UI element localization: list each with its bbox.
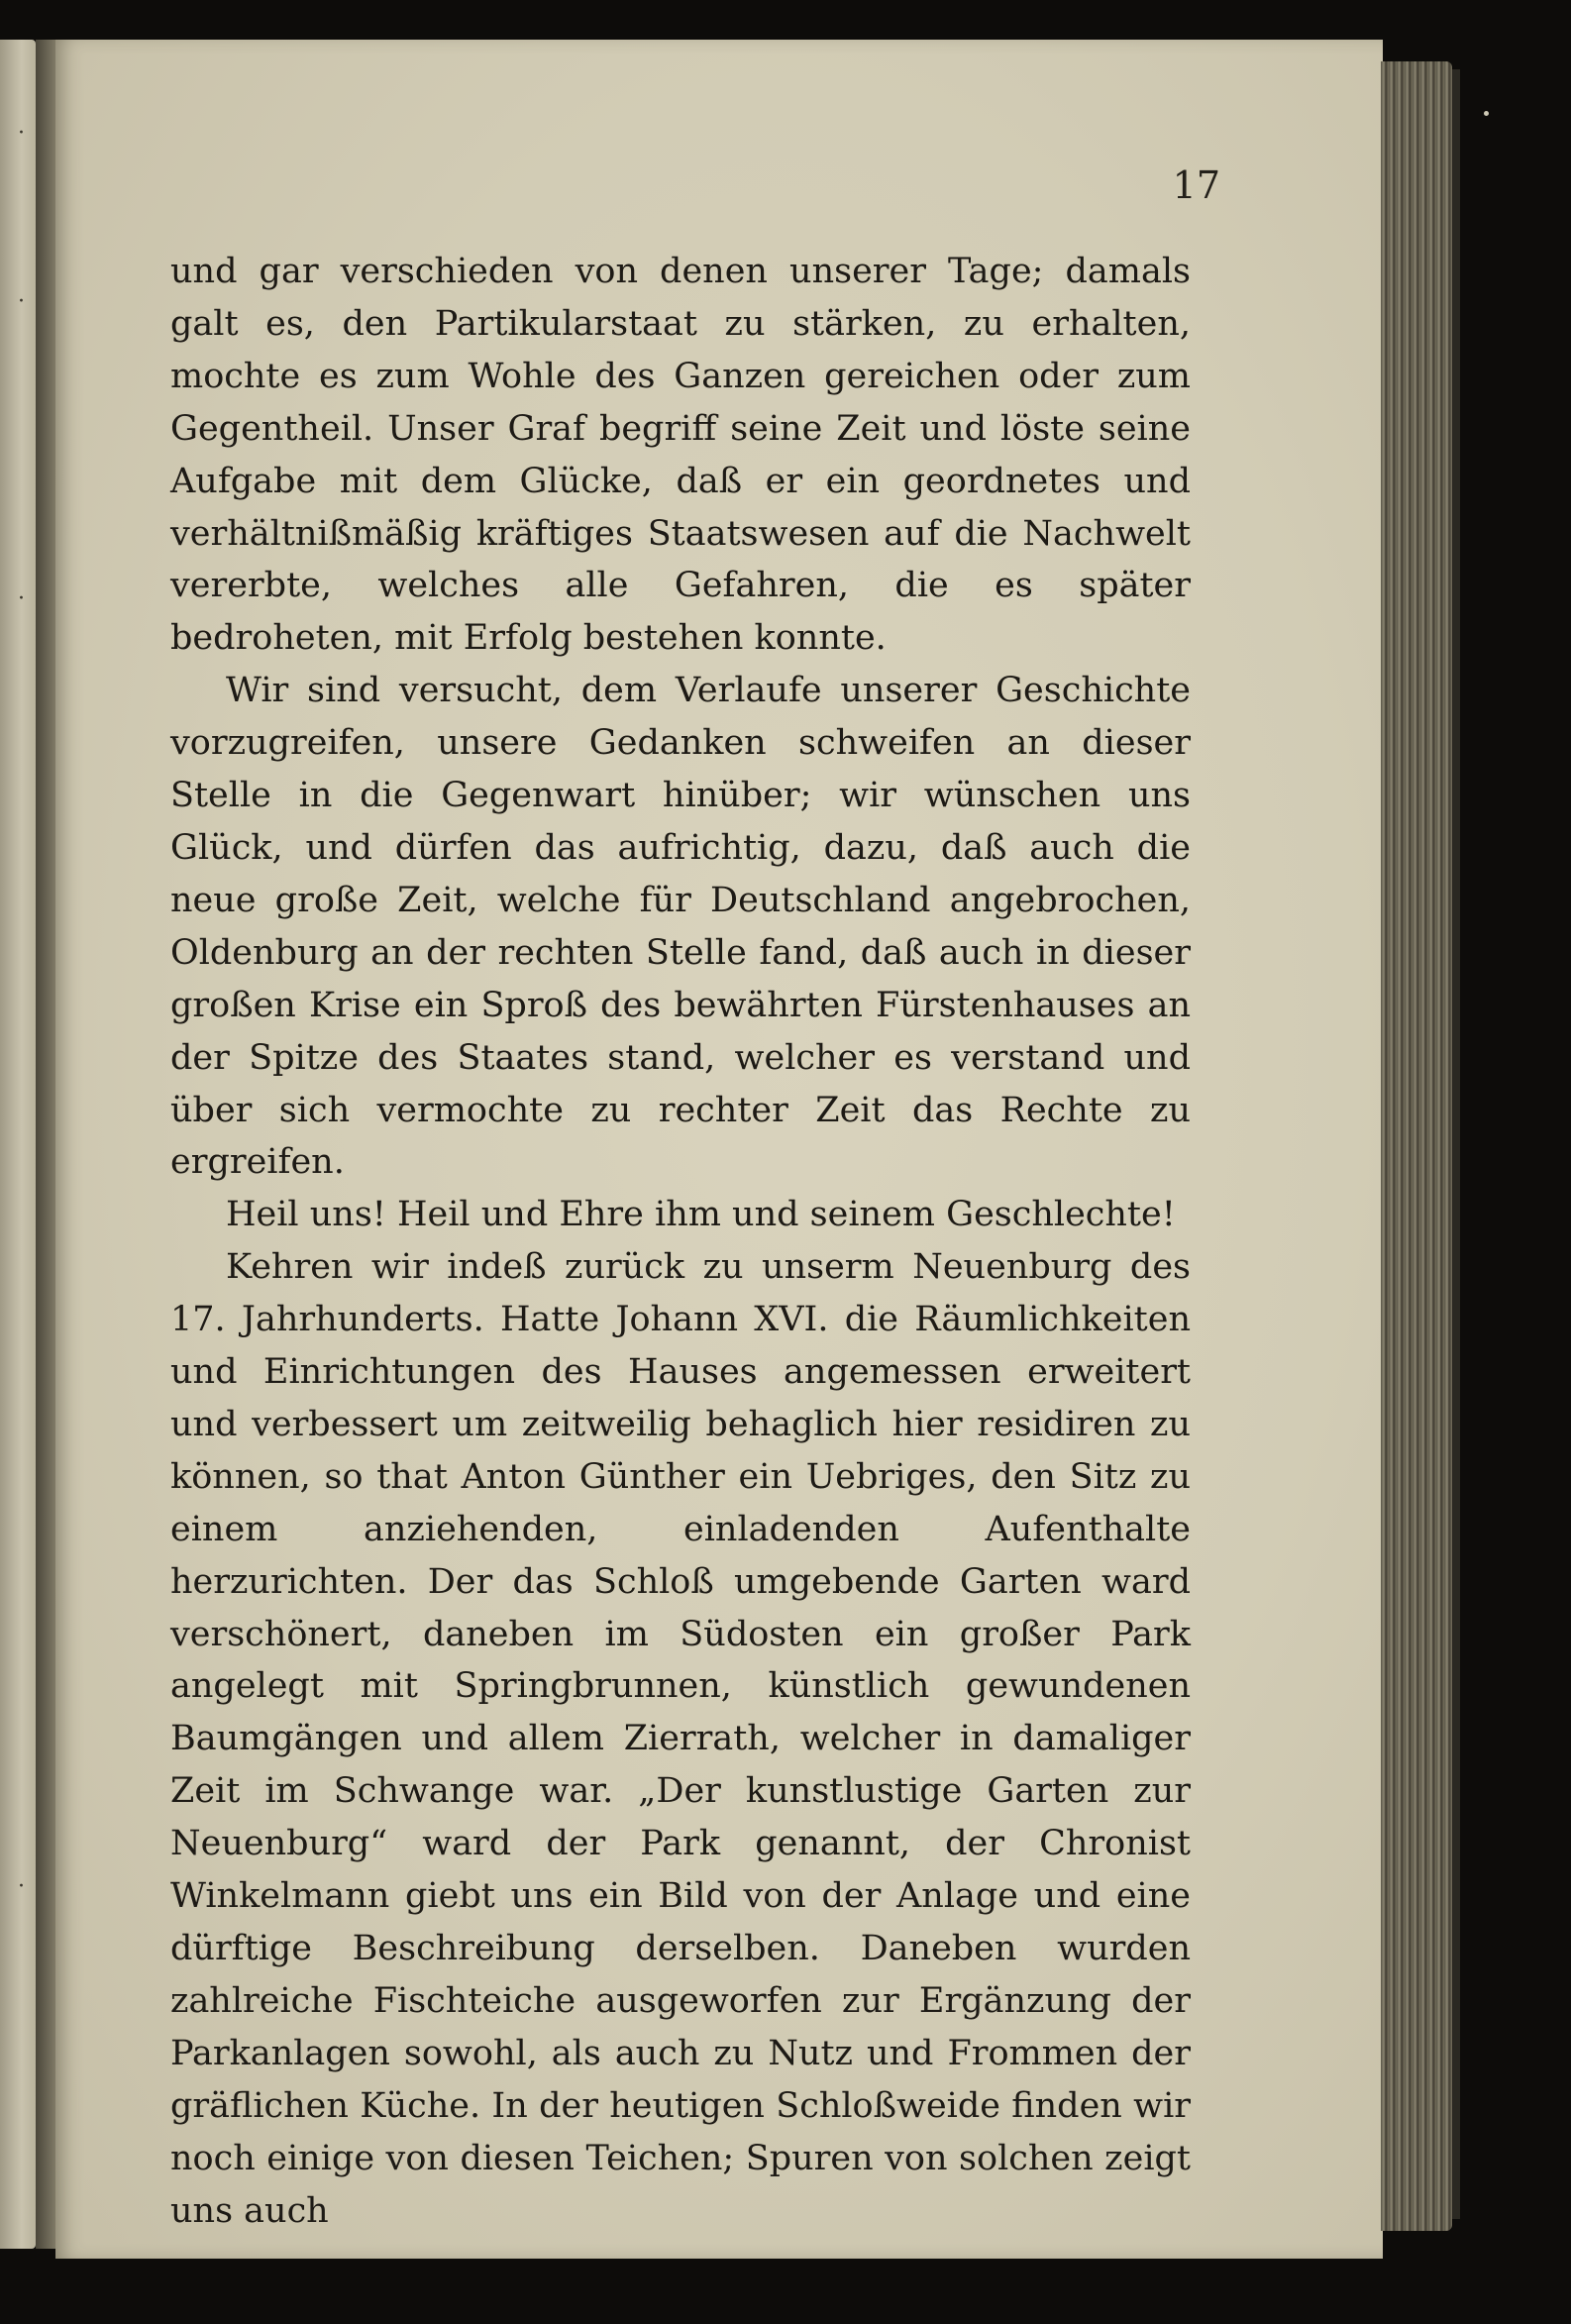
page-number: 17 [1172,163,1220,207]
paragraph-4: Kehren wir indeß zurück zu unserm Neuenburg des 17. Jahrhunderts. Hatte Johann XVI. die Räumlichkeiten und Einrichtungen des Hauses angemessen erweitert und verbessert um zeitweilig behaglich hier residiren zu können, so that Anton Günther ein Uebriges, den Sitz zu einem anziehenden, einladenden Aufenthalte herzurichten. Der das Schloß umgebende Garten ward verschönert, daneben im Südosten ein großer Park angelegt mit Springbrunnen, künstlich gewundenen Baumgängen und allem Zierrath, welcher in damaliger Zeit im Schwange war. „Der kunstlustige Garten zur Neuenburg“ ward der Park genannt, der Chronist Winkelmann giebt uns ein Bild von der Anlage und eine dürftige Beschreibung derselben. Daneben wurden zahlreiche Fischteiche ausgeworfen zur Ergänzung der Parkanlagen sowohl, als auch zu Nutz und Frommen der gräflichen Küche. In der heutigen Schloßweide finden wir noch einige von diesen Teichen; Spuren von solchen zeigt uns auch [170,1247,1191,2231]
body-text [170,246,1191,2237]
left-page-marks [18,40,28,2249]
dust-speck [1484,111,1489,116]
left-page-edge [0,40,36,2249]
left-mark: · [18,289,25,314]
left-mark: · [18,121,25,146]
left-mark: · [18,586,25,611]
page-edge-shadow [1452,69,1460,2219]
left-mark: · [18,1874,25,1899]
paragraph-3: Heil uns! Heil und Ehre ihm und seinem Geschlechte! [226,1195,1176,1235]
paragraph-2: Wir sind versucht, dem Verlaufe unserer Geschichte vorzugreifen, unsere Gedanken schweifen an dieser Stelle in die Gegenwart hinüber; wir wünschen uns Glück, und dürfen das aufrichtig, dazu, daß auch die neue große Zeit, welche für Deutschland angebrochen, Oldenburg an der rechten Stelle fand, daß auch in dieser großen Krise ein Sproß des bewährten Fürstenhauses an der Spitze des Staates stand, welcher es verstand und über sich vermochte zu rechter Zeit das Rechte zu ergreifen. [170,671,1191,1183]
paragraph-1: und gar verschieden von denen unserer Tage; damals galt es, den Partikularstaat zu stärken, zu erhalten, mochte es zum Wohle des Ganzen gereichen oder zum Gegentheil. Unser Graf begriff seine Zeit und löste seine Aufgabe mit dem Glücke, daß er ein geordnetes und verhältnißmäßig kräftiges Staatswesen auf die Nachwelt vererbte, welches alle Gefahren, die es später bedroheten, mit Erfolg bestehen konnte. [170,252,1191,659]
page-edge-stack [1381,61,1452,2231]
